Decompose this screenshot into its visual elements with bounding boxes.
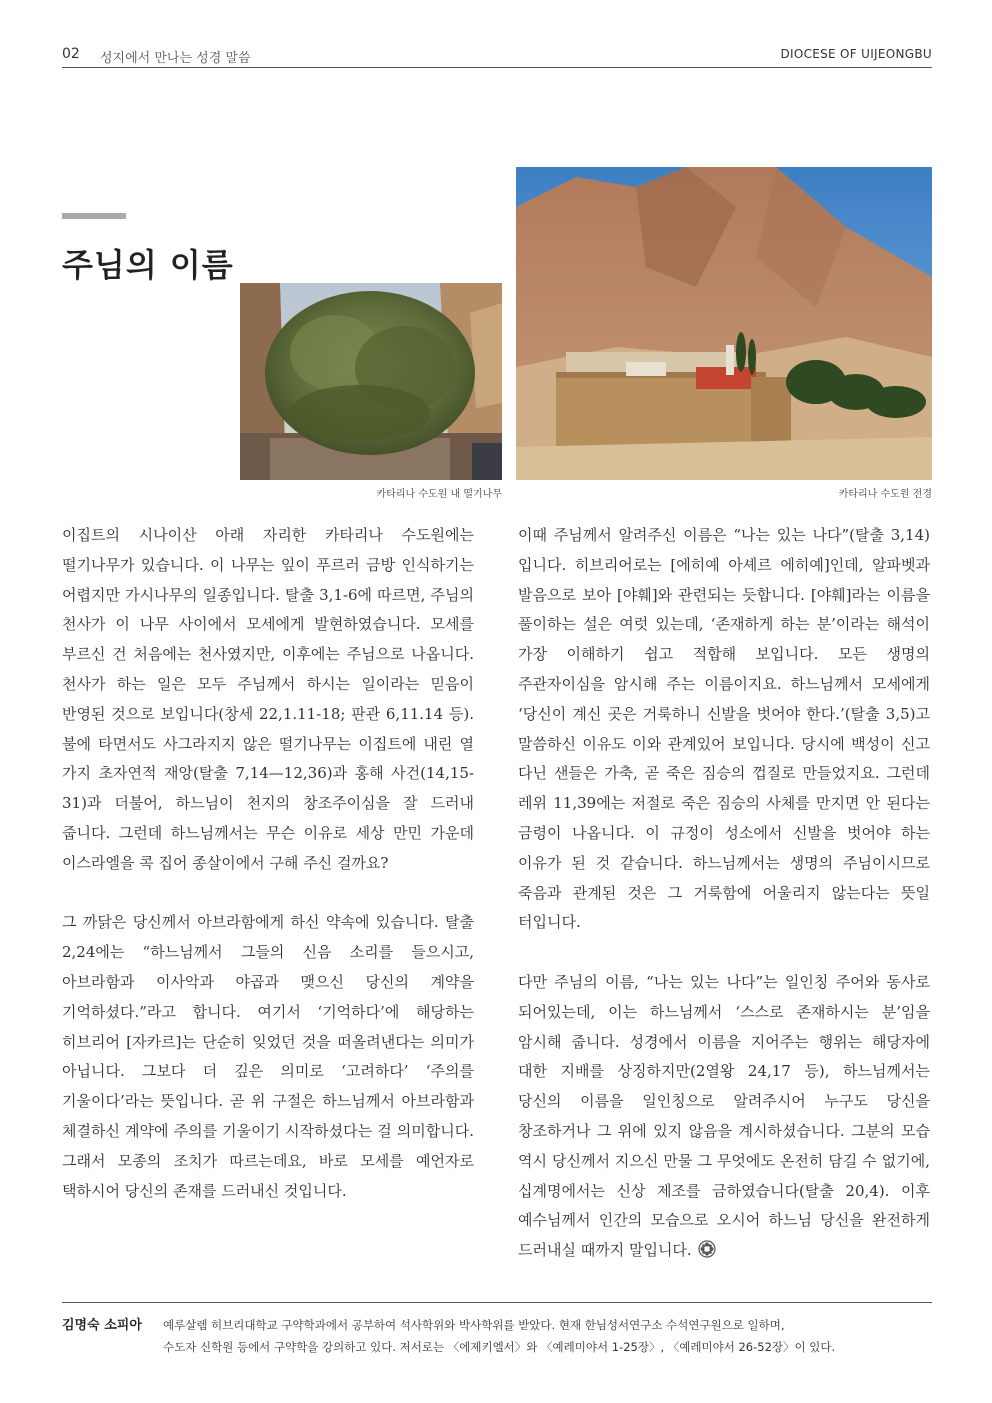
article-title: 주님의 이름 xyxy=(62,246,234,284)
burning-bush-photo xyxy=(240,283,502,480)
publisher-name: DIOCESE OF UIJEONGBU xyxy=(780,47,932,61)
title-accent-bar xyxy=(62,213,126,219)
author-bio-line-2: 수도자 신학원 등에서 구약학을 강의하고 있다. 저서로는 〈에제키엘서〉와 〈예레미야서 1-25장〉, 〈예레미야서 26-52장〉이 있다. xyxy=(163,1340,836,1354)
bush-photo-caption: 카타리나 수도원 내 떨기나무 xyxy=(376,489,502,500)
right-paragraph-2-wrap xyxy=(518,968,930,1266)
left-paragraph-2: 그 까닭은 당신께서 아브라함에게 하신 약속에 있습니다. 탈출 2,24에는 “하느님께서 그들의 신음 소리를 들으시고, 아브라함과 이사악과 야곱과 맺으신 당신의 계약을 기억하셨다.”라고 합니다. 여기서 ‘기억하다’에 해당하는 히브리어 [자카르]는 단순히 잊었던 것을 떠올려낸다는 의미가 아닙니다. 그보다 더 깊은 의미로 ‘고려하다’ ‘주의를 기울이다’라는 뜻입니다. 곧 위 구절은 하느님께서 아브라함과 체결하신 계약에 주의를 기울이기 시작하셨다는 걸 의미합니다. 그래서 모종의 조치가 따르는데요, 바로 모세를 예언자로 택하시어 당신의 존재를 드러내신 것입니다. xyxy=(62,913,474,1200)
monastery-illustration xyxy=(516,167,932,480)
author-bio-line-1: 예루살렘 히브리대학교 구약학과에서 공부하여 석사학위와 박사학위를 받았다. 현재 한님성서연구소 수석연구원으로 일하며, xyxy=(163,1318,785,1332)
right-paragraph-1: 이때 주님께서 알려주신 이름은 “나는 있는 나다”(탈출 3,14)입니다. 히브리어로는 [에히예 아셰르 에히예]인데, 알파벳과 발음으로 보아 [야훼]와 관련되는 듯합니다. [야훼]라는 이름을 풀이하는 설은 여럿 있는데, ‘존재하게 하는 분’이라는 해석이 가장 이해하기 쉽고 적합해 보입니다. 모든 생명의 주관자이심을 암시해 주는 이름이지요. 하느님께서 모세에게 ‘당신이 계신 곳은 거룩하니 신발을 벗어야 한다.’(탈출 3,5)고 말씀하신 이유도 이와 관계있어 보입니다. 당시에 백성이 신고 다닌 샌들은 가축, 곧 죽은 짐승의 껍질로 만들었지요. 그런데 레위 11,39에는 저절로 죽은 짐승의 사체를 만지면 안 된다는 금령이 나옵니다. 이 규정이 성소에서 신발을 벗어야 하는 이유가 된 것 같습니다. 하느님께서는 생명의 주님이시므로 죽음과 관계된 것은 그 거룩함에 어울리지 않는다는 뜻일 터입니다. xyxy=(518,526,930,932)
monastery-photo xyxy=(516,167,932,480)
right-column xyxy=(518,521,930,1266)
left-column xyxy=(62,521,474,1206)
page-number: 02 xyxy=(62,46,80,62)
article-end-flower-icon xyxy=(698,1240,716,1258)
right-paragraph-2: 다만 주님의 이름, “나는 있는 나다”는 일인칭 주어와 동사로 되어있는데, 이는 하느님께서 ‘스스로 존재하시는 분’임을 암시해 줍니다. 성경에서 이름을 지어주는 행위는 해당자에 대한 지배를 상징하지만(2열왕 24,17 등), 하느님께서는 당신의 이름을 일인칭으로 알려주시어 누구도 당신을 창조하거나 그 위에 있지 않음을 계시하셨습니다. 그분의 모습 역시 당신께서 지으신 만물 그 무엇에도 온전히 담길 수 없기에, 십계명에서는 신상 제조를 금하였습니다(탈출 20,4). 이후 예수님께서 인간의 모습으로 오시어 하느님 당신을 완전하게 드러내실 때까지 말입니다. xyxy=(518,972,930,1260)
author-bio xyxy=(163,1314,933,1358)
section-title: 성지에서 만나는 성경 말씀 xyxy=(100,51,251,66)
burning-bush-illustration xyxy=(240,283,502,480)
footer-divider xyxy=(62,1302,932,1303)
header-divider xyxy=(62,67,932,68)
author-name: 김명숙 소피아 xyxy=(62,1318,142,1333)
page-header xyxy=(62,46,932,68)
monastery-photo-caption: 카타리나 수도원 전경 xyxy=(838,489,932,500)
left-paragraph-1: 이집트의 시나이산 아래 자리한 카타리나 수도원에는 떨기나무가 있습니다. 이 나무는 잎이 푸르러 금방 인식하기는 어렵지만 가시나무의 일종입니다. 탈출 3,1-6에 따르면, 주님의 천사가 이 나무 사이에서 모세에게 발현하였습니다. 모세를 부르신 건 처음에는 천사였지만, 이후에는 주님으로 나옵니다. 천사가 하는 일은 모두 주님께서 하시는 일이라는 믿음이 반영된 것으로 보입니다(창세 22,1.11-18; 판관 6,11.14 등). 불에 타면서도 사그라지지 않은 떨기나무는 이집트에 내린 열 가지 초자연적 재앙(탈출 7,14—12,36)과 홍해 사건(14,15-31)과 더불어, 하느님이 천지의 창조주이심을 잘 드러내 줍니다. 그런데 하느님께서는 무슨 이유로 세상 만민 가운데 이스라엘을 콕 집어 종살이에서 구해 주신 걸까요? xyxy=(62,526,474,872)
